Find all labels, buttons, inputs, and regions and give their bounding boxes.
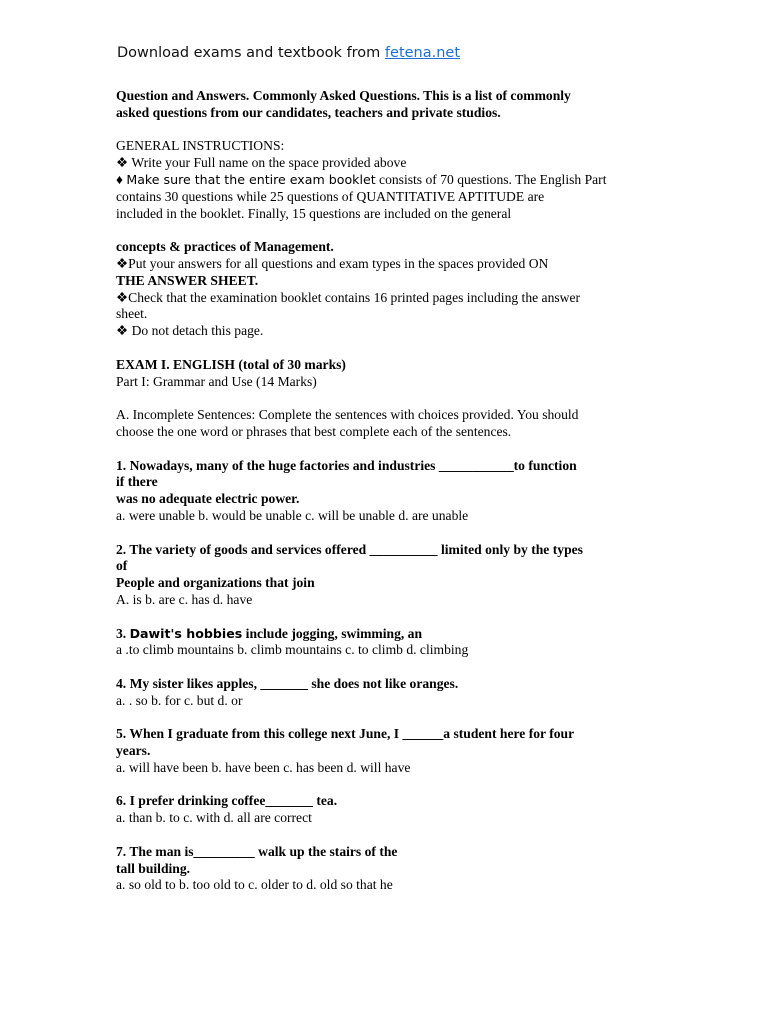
question-1: was no adequate electric power. [116, 491, 300, 507]
download-header [117, 45, 460, 61]
instruction-item: contains 30 questions while 25 questions of QUANTITATIVE APTITUDE are [116, 188, 545, 204]
intro-line: asked questions from our candidates, teachers and private studios. [116, 104, 501, 120]
instruction-item: included in the booklet. Finally, 15 questions are included on the general [116, 205, 512, 221]
question-7: 7. The man is_________ walk up the stairs of the [116, 843, 398, 859]
question-2: People and organizations that join [116, 575, 315, 591]
question-3-text: include jogging, swimming, an [242, 625, 423, 641]
question-3-subject: Dawit's hobbies [129, 625, 243, 641]
instruction-item: ❖ Do not detach this page. [116, 323, 264, 339]
section-instruction: A. Incomplete Sentences: Complete the sentences with choices provided. You should [116, 407, 579, 423]
document-body [116, 88, 656, 894]
instruction-item: THE ANSWER SHEET. [116, 272, 259, 288]
question-6: 6. I prefer drinking coffee_______ tea. [116, 793, 338, 809]
question-1: 1. Nowadays, many of the huge factories and industries ___________to function [116, 457, 577, 473]
question-1-options: a. were unable b. would be unable c. will be unable d. are unable [116, 507, 469, 523]
header-text: Download exams and textbook from [117, 45, 385, 61]
section-instruction: choose the one word or phrases that best complete each of the sentences. [116, 423, 512, 439]
question-3 [116, 626, 656, 643]
instruction-text-sans: Make sure that the entire exam booklet [126, 171, 376, 187]
diamond-bullet: ♦ [116, 171, 127, 187]
question-5-options: a. will have been b. have been c. has been d. will have [116, 759, 411, 775]
instruction-item [116, 172, 656, 189]
question-4: 4. My sister likes apples, _______ she does not like oranges. [116, 675, 459, 691]
intro-line: Question and Answers. Commonly Asked Questions. This is a list of commonly [116, 88, 571, 103]
question-2: of [116, 558, 128, 574]
instruction-item: concepts & practices of Management. [116, 239, 334, 255]
question-3-number: 3. [116, 625, 130, 641]
question-5: 5. When I graduate from this college next June, I ______a student here for four [116, 726, 575, 742]
instruction-item: ❖Put your answers for all questions and exam types in the spaces provided ON [116, 255, 549, 271]
instruction-item: ❖Check that the examination booklet contains 16 printed pages including the answer [116, 289, 581, 305]
instruction-item: sheet. [116, 306, 148, 322]
exam-part: Part I: Grammar and Use (14 Marks) [116, 373, 317, 389]
question-7: tall building. [116, 860, 191, 876]
exam-title: EXAM I. ENGLISH (total of 30 marks) [116, 356, 346, 372]
fetena-link[interactable]: fetena.net [384, 45, 461, 61]
question-6-options: a. than b. to c. with d. all are correct [116, 810, 312, 826]
general-instructions-title: GENERAL INSTRUCTIONS: [116, 138, 285, 154]
instruction-text: consists of 70 questions. The English Part [375, 171, 607, 187]
instruction-item: ❖ Write your Full name on the space provided above [116, 155, 407, 171]
question-5: years. [116, 743, 151, 759]
question-3-options: a .to climb mountains b. climb mountains c. to climb d. climbing [116, 642, 469, 658]
question-1: if there [116, 474, 158, 490]
question-7-options: a. so old to b. too old to c. older to d. old so that he [116, 877, 393, 893]
question-2: 2. The variety of goods and services offered __________ limited only by the types [116, 541, 583, 557]
question-4-options: a. . so b. for c. but d. or [116, 692, 243, 708]
question-2-options: A. is b. are c. has d. have [116, 591, 253, 607]
